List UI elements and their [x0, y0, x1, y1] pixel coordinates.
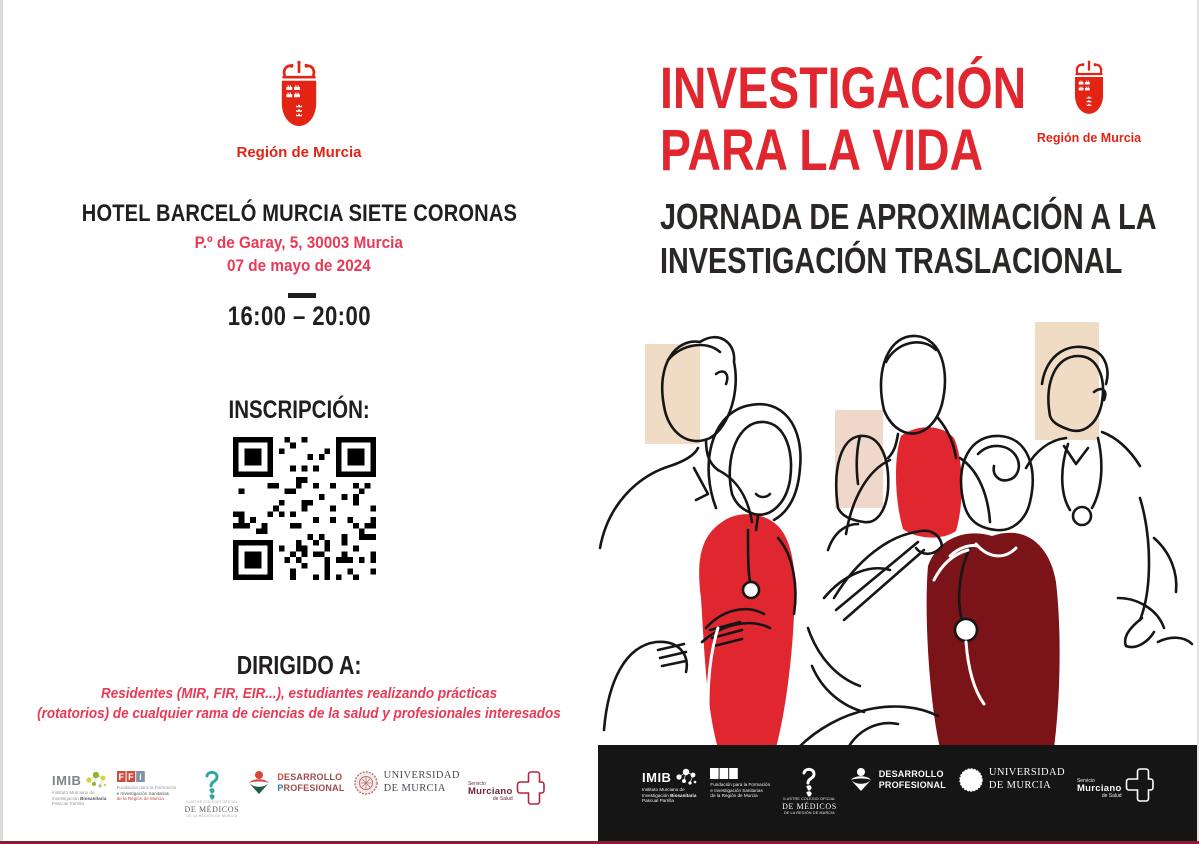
imib-sub3: Pascual Parrilla [52, 801, 84, 807]
logo-colegio-medicos [185, 770, 240, 818]
umu-line2: DE MURCIA [383, 783, 446, 794]
region-murcia-label-right: Región de Murcia [1036, 131, 1142, 145]
desarrollo-line2: PROFESIONAL [277, 783, 345, 793]
medical-serpent-icon [800, 767, 818, 797]
event-time: 16:00 – 20:00 [227, 301, 371, 331]
page-edge-left [0, 0, 3, 844]
event-title-line2: PARA LA VIDA [660, 118, 984, 183]
time-overline [288, 293, 316, 298]
ffis-sub3: de la Región de Murcia [116, 796, 164, 802]
logo-desarrollo-profesional [247, 770, 344, 796]
sms-line1: Servicio [467, 781, 486, 787]
medical-serpent-icon [203, 770, 221, 800]
person-heart-icon [247, 770, 271, 796]
ffis-sub2: e Investigación Sanitarias [116, 790, 169, 796]
logo-universidad-murcia [353, 770, 460, 796]
sms-line3: de Salud [492, 795, 513, 802]
logo-imib [52, 770, 108, 807]
logo-desarrollo-profesional: DESARROLLO PROFESIONAL [849, 767, 946, 793]
medicos-main: DE MÉDICOS [184, 805, 240, 814]
event-subtitle-line1: JORNADA DE APROXIMACIÓN A LA [660, 196, 1157, 237]
logo-servicio-murciano-salud [468, 770, 546, 814]
imib-sub2: Investigación Biosanitaria [52, 795, 107, 801]
region-murcia-logo-left [0, 60, 598, 141]
desarrollo-line1: DESARROLLO [277, 771, 343, 782]
svg-text:F: F [721, 769, 728, 779]
qr-code [233, 437, 376, 580]
medicos-sub2: DE LA REGIÓN DE MURCIA [186, 814, 238, 818]
logo-imib: IMIB Instituto Murciano de Investigación Biosanitaria Pascual Parrilla [642, 767, 698, 804]
imib-molecule-icon [674, 767, 698, 787]
umu-crest-icon [353, 770, 379, 796]
imib-wordmark: IMIB [52, 772, 82, 788]
event-date: 07 de mayo de 2024 [227, 256, 371, 275]
imib-molecule-icon [84, 770, 108, 790]
footer-bar [598, 745, 1199, 841]
svg-text:F: F [711, 769, 718, 779]
svg-text:i: i [138, 772, 142, 782]
svg-text:i: i [732, 769, 736, 779]
region-murcia-label-left: Región de Murcia [236, 144, 362, 161]
audience-line1: Residentes (MIR, FIR, EIR...), estudiantes realizando prácticas [100, 685, 498, 702]
umu-crest-icon [958, 767, 984, 793]
event-title-line1: INVESTIGACIÓN [660, 56, 1027, 121]
region-murcia-shield-icon [269, 60, 329, 136]
partner-logos-row-footer [642, 767, 1155, 815]
sms-line2: Murciano [467, 786, 513, 797]
venue-name: HOTEL BARCELÓ MURCIA SIETE CORONAS [81, 200, 517, 227]
medicos-sub1: ILUSTRE COLEGIO OFICIAL [185, 800, 238, 804]
logo-servicio-murciano-salud: Servicio Murciano de Salud [1077, 767, 1155, 811]
logo-ffis [117, 770, 177, 802]
medical-team-line-art-illustration [598, 298, 1199, 760]
inscription-heading: INSCRIPCIÓN: [228, 396, 370, 424]
logo-ffis: F F i Fundación para la Formación e Investigación Sanitarias de la Región de Murcia [710, 769, 771, 799]
ffis-tiles-icon [117, 770, 147, 783]
person-heart-icon [849, 767, 873, 793]
imib-sub1: Instituto Murciano de [52, 790, 95, 795]
health-cross-icon [1121, 767, 1155, 805]
audience-heading: DIRIGIDO A: [236, 650, 362, 680]
logo-colegio-medicos: ILUSTRE COLEGIO OFICIAL DE MÉDICOS DE LA REGIÓN DE MURCIA [782, 767, 837, 815]
event-subtitle-line2: INVESTIGACIÓN TRASLACIONAL [660, 240, 1123, 281]
svg-text:F: F [127, 772, 134, 782]
svg-text:F: F [118, 772, 124, 782]
region-murcia-logo-right [1014, 60, 1164, 145]
region-murcia-shield-icon [1065, 60, 1113, 122]
audience-line2: (rotatorios) de cualquier rama de ciencias de la salud y profesionales interesados [37, 705, 561, 722]
partner-logos-row [52, 770, 546, 818]
health-cross-icon [512, 770, 546, 808]
ffis-sub1: Fundación para la Formación [116, 785, 177, 790]
ffis-tiles-icon [710, 767, 740, 780]
venue-address: P.º de Garay, 5, 30003 Murcia [194, 233, 404, 252]
logo-universidad-murcia: UNIVERSIDAD DE MURCIA [958, 767, 1065, 793]
umu-line1: UNIVERSIDAD [383, 770, 460, 782]
